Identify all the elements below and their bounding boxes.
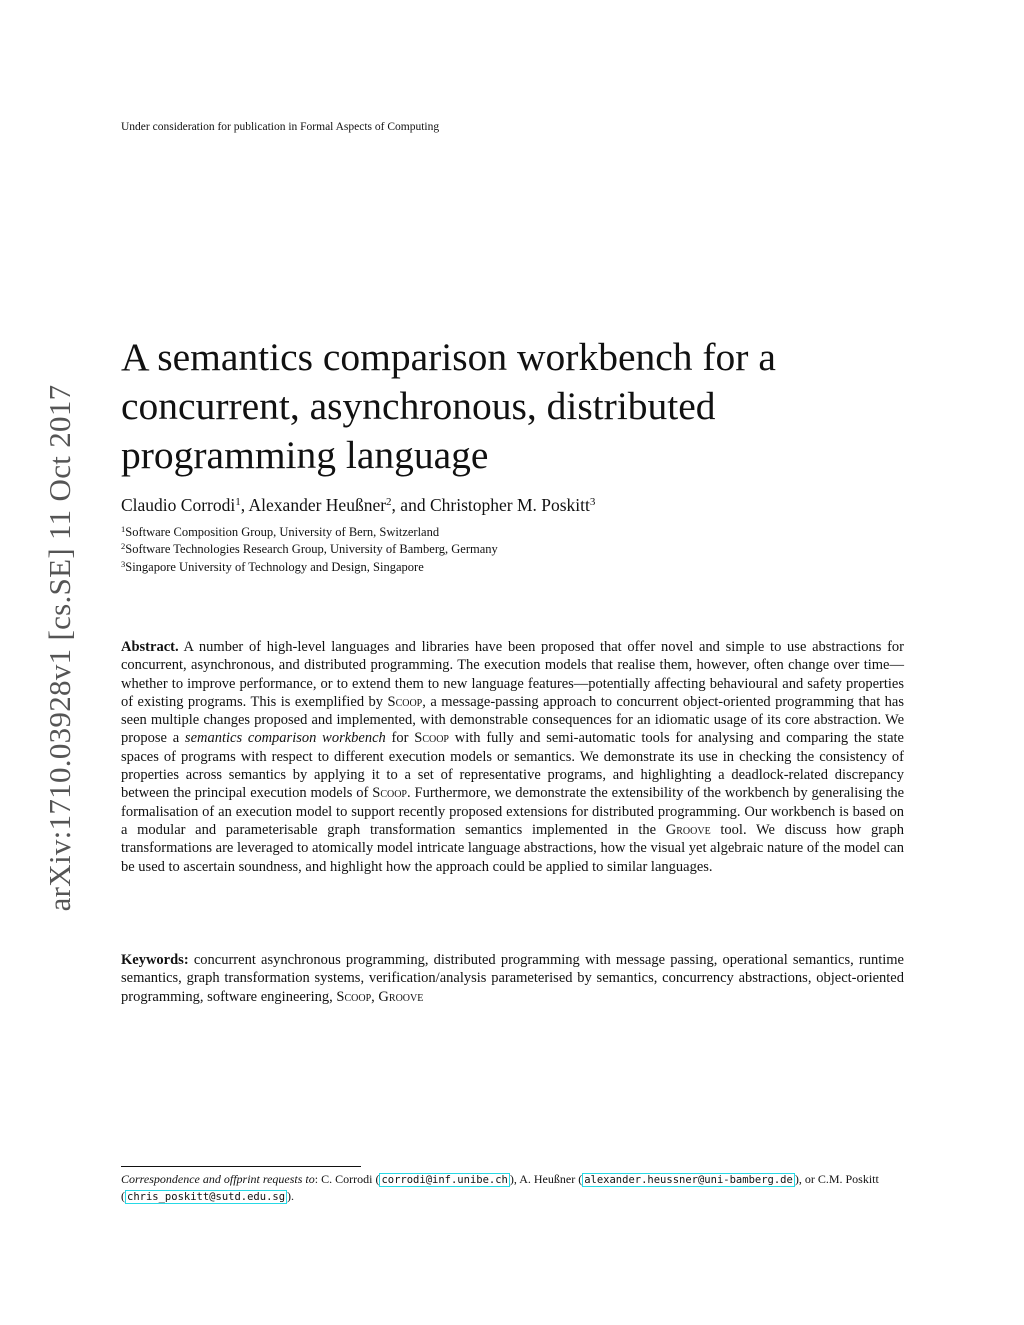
- affiliation-text: Software Technologies Research Group, University of Bamberg, Germany: [125, 542, 498, 556]
- author-affiliation-mark: 2: [386, 496, 392, 508]
- footnote-rule: [121, 1166, 361, 1167]
- affiliation-mark: 3: [121, 559, 126, 569]
- author-affiliation-mark: 3: [589, 496, 596, 508]
- scoop-term: Scoop: [372, 785, 407, 802]
- abstract-text: , a message-passing approach to concurrent object-oriented programming that has seen multiple changes proposed and implemented, with demonstrable consequences for an idiomatic usage of its core abstraction. We propose a: [121, 693, 905, 747]
- footnote-text: ), or C.M. Poskitt (: [121, 1172, 879, 1203]
- author-name: Alexander Heußner: [248, 495, 387, 515]
- groove-term: Groove: [378, 988, 424, 1005]
- abstract: [121, 638, 904, 876]
- author-list: [121, 495, 595, 516]
- email-link-heussner[interactable]: alexander.heussner@uni-bamberg.de: [584, 1174, 793, 1186]
- venue-header: Under consideration for publication in Formal Aspects of Computing: [121, 121, 440, 133]
- author-separator: ,: [240, 495, 249, 515]
- scoop-term: Scoop: [414, 730, 449, 747]
- email-link-poskitt[interactable]: chris_poskitt@sutd.edu.sg: [127, 1191, 286, 1203]
- author-affiliation-mark: 1: [235, 496, 241, 508]
- footnote-text: ).: [287, 1189, 295, 1203]
- affiliation: [121, 560, 424, 575]
- keywords-text: concurrent asynchronous programming, distributed programming with message passing, operational semantics, runtime semantics, graph transformation systems, verification/analysis parameterised by semantics, concurrency abstractions, object-oriented programming, software engineering,: [121, 952, 904, 1005]
- affiliation-text: Singapore University of Technology and Design, Singapore: [125, 560, 424, 574]
- affiliation-text: Software Composition Group, University of Bern, Switzerland: [125, 525, 440, 539]
- scoop-term: Scoop: [336, 988, 372, 1005]
- abstract-text: for: [385, 730, 415, 747]
- groove-term: Groove: [665, 821, 711, 838]
- arxiv-side-stamp: arXiv:1710.03928v1 [cs.SE] 11 Oct 2017: [42, 384, 77, 912]
- correspondence-footnote: [121, 1171, 904, 1205]
- scoop-term: Scoop: [387, 693, 423, 710]
- abstract-text: with fully and semi-automatic tools for analysing and comparing the state spaces of programs with respect to different execution models or semantics. We demonstrate its use in checking the consistency of properties across semantics by applying it to a set of representative programs, and highlighting a deadlock-related discrepancy between the principal execution models of: [121, 730, 904, 802]
- abstract-emphasis: semantics comparison workbench: [184, 730, 386, 747]
- affiliation-mark: 1: [121, 524, 126, 534]
- abstract-text: A number of high-level languages and libraries have been proposed that offer novel and simple to use abstractions for concurrent, asynchronous, and distributed programming. The execution models that realise them, however, often change over time—whether to improve performance, or to extend them to new language features—potentially affecting behavioural and safety properties of existing programs. This is exemplified by: [121, 639, 904, 710]
- paper-title: A semantics comparison workbench for a concurrent, asynchronous, distributed programming language: [121, 335, 776, 477]
- affiliation: [121, 542, 498, 557]
- abstract-text: tool. We discuss how graph transformations are leveraged to atomically model intricate language abstractions, how the visual yet algebraic nature of the model can be used to ascertain soundness, and highlight how the approach could be applied to similar languages.: [121, 821, 904, 875]
- keywords-separator: ,: [371, 988, 379, 1005]
- footnote-text: :: [314, 1172, 319, 1186]
- affiliation: [121, 525, 439, 540]
- affiliation-mark: 2: [121, 541, 126, 551]
- footnote-label: Correspondence and offprint requests to: [121, 1172, 315, 1186]
- abstract-label: Abstract.: [121, 639, 179, 655]
- keywords: [121, 951, 904, 1006]
- author-name: Claudio Corrodi: [121, 495, 236, 515]
- author-name: Christopher M. Poskitt: [429, 495, 590, 515]
- author-separator: , and: [391, 495, 430, 515]
- abstract-text: . Furthermore, we demonstrate the extensibility of the workbench by generalising the formalisation of an execution model to support recently proposed extensions for distributed programming. Our workbench is based on a modular and parameterisable graph transformation semantics implemented in the: [121, 785, 905, 838]
- footnote-text: ), A. Heußner (: [509, 1172, 583, 1186]
- email-link-corrodi[interactable]: corrodi@inf.unibe.ch: [381, 1174, 508, 1186]
- footnote-text: C. Corrodi (: [318, 1172, 380, 1186]
- keywords-label: Keywords:: [121, 952, 189, 968]
